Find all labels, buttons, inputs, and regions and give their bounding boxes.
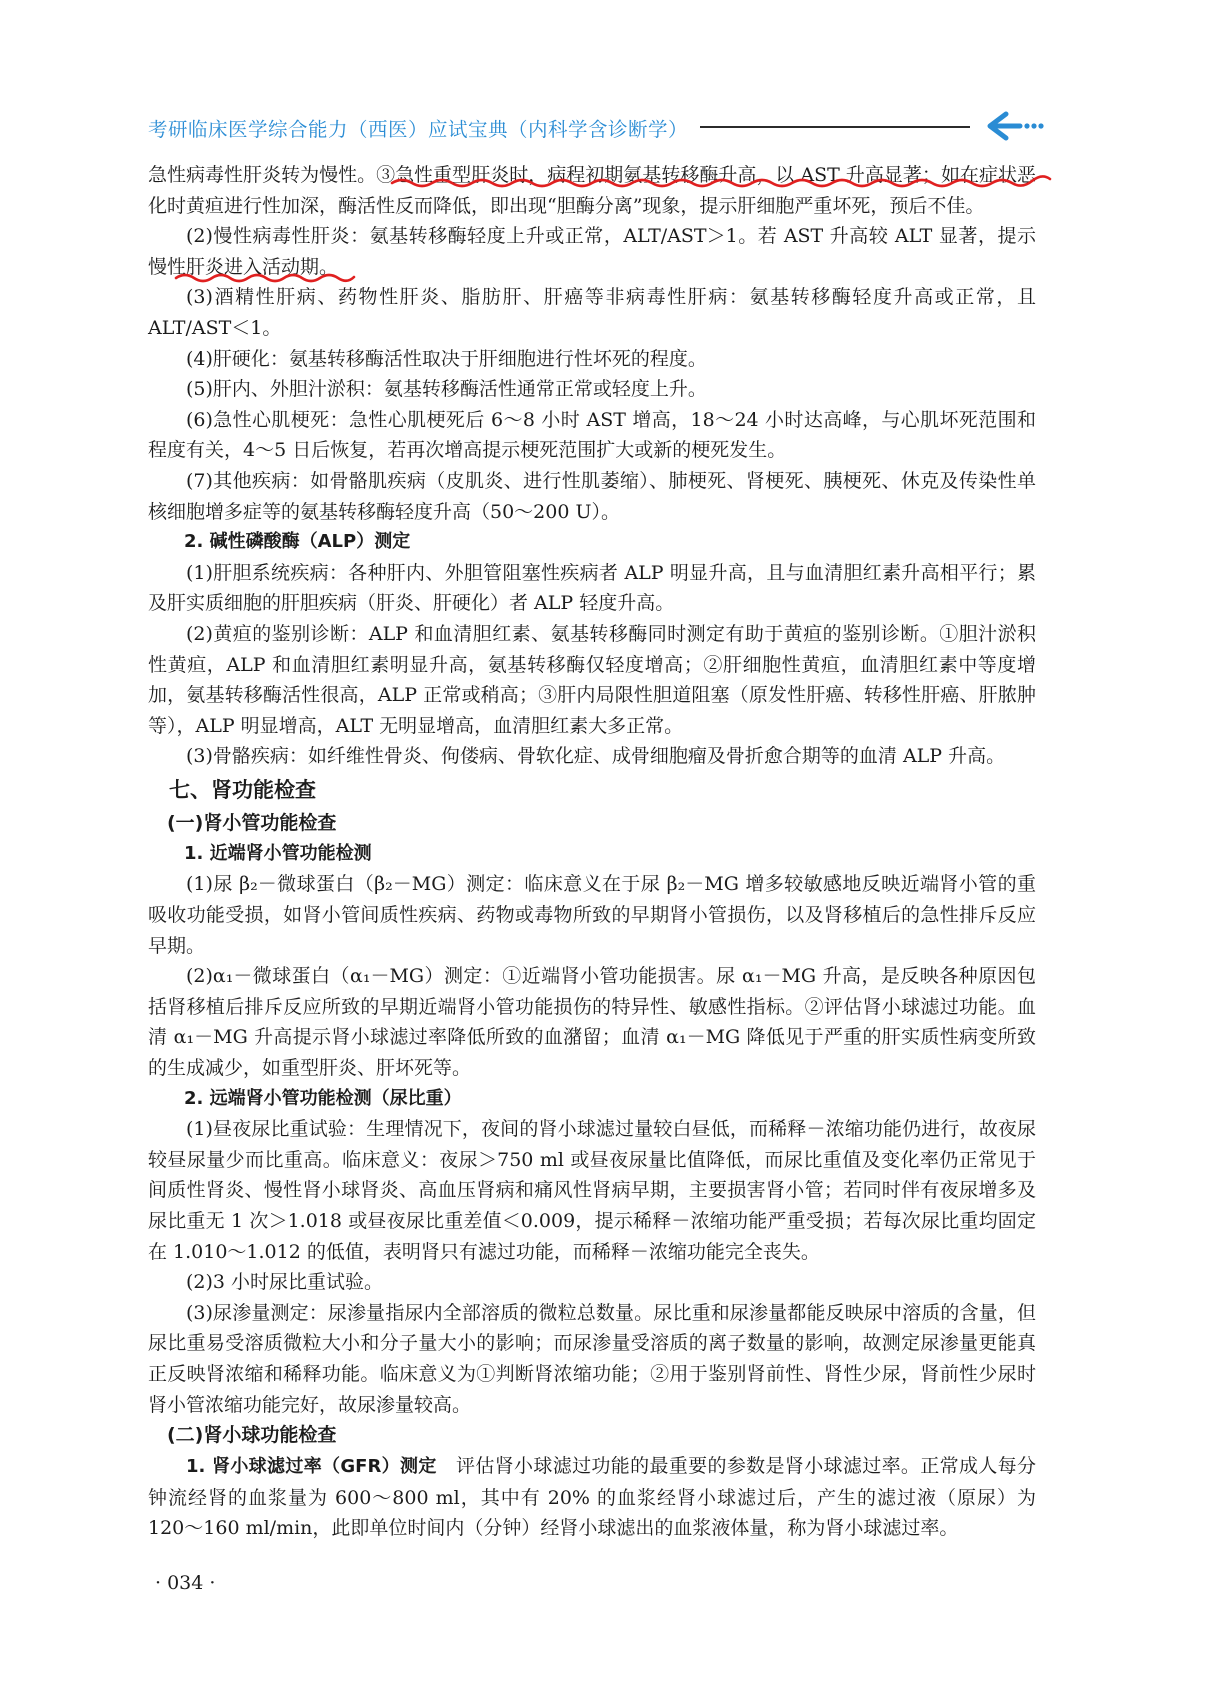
paragraph: (3)酒精性肝病、药物性肝炎、脂肪肝、肝癌等非病毒性肝病：氨基转移酶轻度升高或正常，且 ALT/AST＜1。 bbox=[148, 286, 1036, 339]
header-rule bbox=[700, 126, 970, 128]
paragraph: (3)尿渗量测定：尿渗量指尿内全部溶质的微粒总数量。尿比重和尿渗量都能反映尿中溶质的含量，但尿比重易受溶质微粒大小和分子量大小的影响；而尿渗量受溶质的离子数量的影响，故测定尿渗量更能真正反映肾浓缩和稀释功能。临床意义为①判断肾浓缩功能；②用于鉴别肾前性、肾性少尿，肾前性少尿时肾小管浓缩功能完好，故尿渗量较高。 bbox=[148, 1301, 1036, 1416]
inline-heading: 1. 肾小球滤过率（GFR）测定 bbox=[186, 1456, 437, 1478]
paragraph: (2)α₁－微球蛋白（α₁－MG）测定：①近端肾小管功能损害。尿 α₁－MG 升高，是反映各种原因包括肾移植后排斥反应所致的早期近端肾小管功能损伤的特异性、敏感性指标。②评估肾小球滤过功能。血清 α₁－MG 升高提示肾小球滤过率降低所致的血潴留；血清 α₁－MG 降低见于严重的肝实质性病变所致的生成减少，如重型肝炎、肝坏死等。 bbox=[148, 965, 1036, 1080]
paragraph: (2)慢性病毒性肝炎：氨基转移酶轻度上升或正常，ALT/AST＞1。若 AST 升高较 ALT 显著，提示慢性肝炎进入活动期。 bbox=[148, 225, 1036, 278]
subsection-heading: (二)肾小球功能检查 bbox=[167, 1424, 337, 1447]
paragraph: (7)其他疾病：如骨骼肌疾病（皮肌炎、进行性肌萎缩）、肺梗死、肾梗死、胰梗死、休克及传染性单核细胞增多症等的氨基转移酶轻度升高（50～200 U）。 bbox=[148, 469, 1036, 523]
section-heading: 七、肾功能检查 bbox=[169, 777, 316, 802]
subsection-heading: (一)肾小管功能检查 bbox=[167, 811, 337, 834]
paragraph: (1)昼夜尿比重试验：生理情况下，夜间的肾小球滤过量较白昼低，而稀释－浓缩功能仍进行，故夜尿较昼尿量少而比重高。临床意义：夜尿＞750 ml 或昼夜尿量比值降低，而尿比重值及变化率仍正常见于间质性肾炎、慢性肾小球肾炎、高血压肾病和痛风性肾病早期，主要损害肾小管；若同时伴有夜尿增多及尿比重无 1 次＞1.018 或昼夜尿比重差值＜0.009，提示稀释－浓缩功能严重受损；若每次尿比重均固定在 1.010～1.012 的低值，表明肾只有滤过功能，而稀释－浓缩功能完全丧失。 bbox=[148, 1118, 1036, 1263]
running-header bbox=[148, 104, 1028, 148]
paragraph: 急性病毒性肝炎转为慢性。③急性重型肝炎时，病程初期氨基转移酶升高，以 AST 升高显著；如在症状恶化时黄疸进行性加深，酶活性反而降低，即出现“胆酶分离”现象，提示肝细胞严重坏死，预后不佳。 bbox=[148, 164, 1036, 217]
paragraph: (2)3 小时尿比重试验。 bbox=[186, 1271, 384, 1294]
paragraph: (3)骨骼疾病：如纤维性骨炎、佝偻病、骨软化症、成骨细胞瘤及骨折愈合期等的血清 ALP 升高。 bbox=[186, 745, 1006, 768]
paragraph: (1)尿 β₂－微球蛋白（β₂－MG）测定：临床意义在于尿 β₂－MG 增多较敏感地反映近端肾小管的重吸收功能受损，如肾小管间质性疾病、药物或毒物所致的早期肾小管损伤，以及肾移植后的急性排斥反应早期。 bbox=[148, 873, 1036, 957]
paragraph bbox=[148, 1451, 1036, 1544]
subheading: 2. 远端肾小管功能检测（尿比重） bbox=[184, 1087, 462, 1109]
subheading: 1. 近端肾小管功能检测 bbox=[184, 842, 372, 864]
header-title: 考研临床医学综合能力（西医）应试宝典（内科学含诊断学） bbox=[148, 118, 689, 141]
paragraph: (2)黄疸的鉴别诊断：ALP 和血清胆红素、氨基转移酶同时测定有助于黄疸的鉴别诊断。①胆汁淤积性黄疸，ALP 和血清胆红素明显升高，氨基转移酶仅轻度增高；②肝细胞性黄疸，血清胆红素中等度增加，氨基转移酶活性很高，ALP 正常或稍高；③肝内局限性胆道阻塞（原发性肝癌、转移性肝癌、肝脓肿等），ALP 明显增高，ALT 无明显增高，血清胆红素大多正常。 bbox=[148, 622, 1036, 737]
paragraph: (4)肝硬化：氨基转移酶活性取决于肝细胞进行性坏死的程度。 bbox=[186, 347, 707, 370]
back-arrow-icon bbox=[976, 110, 1046, 142]
paragraph-text: 评估肾小球滤过功能的最重要的参数是肾小球滤过率。正常成人每分钟流经肾的血浆量为 600～800 ml，其中有 20% 的血浆经肾小球滤过后，产生的滤过液（原尿）为 120～160 ml/min，此即单位时间内（分钟）经肾小球滤出的血浆液体量，称为肾小球滤过率。 bbox=[148, 1455, 1036, 1540]
paragraph: (5)肝内、外胆汁淤积：氨基转移酶活性通常正常或轻度上升。 bbox=[186, 378, 707, 401]
paragraph: (1)肝胆系统疾病：各种肝内、外胆管阻塞性疾病者 ALP 明显升高，且与血清胆红素升高相平行；累及肝实质细胞的肝胆疾病（肝炎、肝硬化）者 ALP 轻度升高。 bbox=[148, 561, 1036, 615]
subheading: 2. 碱性磷酸酶（ALP）测定 bbox=[184, 531, 411, 553]
page-number: · 034 · bbox=[155, 1572, 216, 1594]
paragraph: (6)急性心肌梗死：急性心肌梗死后 6～8 小时 AST 增高，18～24 小时达高峰，与心肌坏死范围和程度有关，4～5 日后恢复，若再次增高提示梗死范围扩大或新的梗死发生。 bbox=[148, 408, 1036, 462]
body-text bbox=[148, 160, 1036, 1544]
